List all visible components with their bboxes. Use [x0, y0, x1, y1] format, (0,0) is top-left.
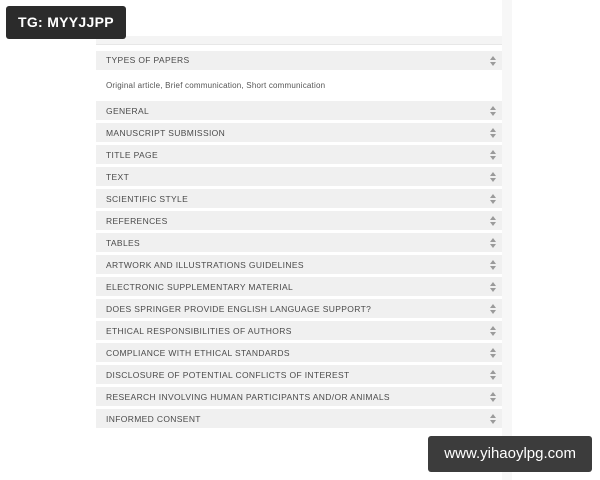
accordion-label: DOES SPRINGER PROVIDE ENGLISH LANGUAGE SUPPORT?	[106, 304, 372, 314]
accordion-header-ethical-responsibilities-of-authors[interactable]	[96, 321, 504, 341]
updown-arrows-icon[interactable]	[488, 369, 497, 381]
accordion-label: ELECTRONIC SUPPLEMENTARY MATERIAL	[106, 282, 294, 292]
accordion-label: ETHICAL RESPONSIBILITIES OF AUTHORS	[106, 326, 292, 336]
accordion-header-electronic-supplementary-material[interactable]	[96, 277, 504, 297]
accordion-label: RESEARCH INVOLVING HUMAN PARTICIPANTS AND/OR ANIMALS	[106, 392, 390, 402]
updown-arrows-icon[interactable]	[488, 325, 497, 337]
updown-arrows-icon[interactable]	[488, 105, 497, 117]
accordion-header-references[interactable]	[96, 211, 504, 231]
updown-arrows-icon[interactable]	[488, 193, 497, 205]
tag-badge: TG: MYYJJPP	[6, 6, 126, 39]
accordion-label: TABLES	[106, 238, 141, 248]
content-top-strip	[96, 36, 504, 45]
accordion-label: INFORMED CONSENT	[106, 414, 201, 424]
accordion-label: DISCLOSURE OF POTENTIAL CONFLICTS OF INTEREST	[106, 370, 350, 380]
updown-arrows-icon[interactable]	[488, 171, 497, 183]
accordion-header-scientific-style[interactable]	[96, 189, 504, 209]
updown-arrows-icon[interactable]	[488, 215, 497, 227]
updown-arrows-icon[interactable]	[488, 347, 497, 359]
updown-arrows-icon[interactable]	[488, 55, 497, 67]
document-content-column	[88, 0, 512, 480]
updown-arrows-icon[interactable]	[488, 259, 497, 271]
accordion-label: TYPES OF PAPERS	[106, 56, 190, 65]
accordion-header-artwork-and-illustrations-guidelines[interactable]	[96, 255, 504, 275]
accordion-header-tables[interactable]	[96, 233, 504, 253]
accordion-label: COMPLIANCE WITH ETHICAL STANDARDS	[106, 348, 290, 358]
updown-arrows-icon[interactable]	[488, 149, 497, 161]
accordion-header-research-involving-human-participants[interactable]	[96, 387, 504, 407]
accordion-header-manuscript-submission[interactable]	[96, 123, 504, 143]
updown-arrows-icon[interactable]	[488, 237, 497, 249]
accordion-header-types-of-papers[interactable]	[96, 51, 504, 71]
instructions-accordion	[96, 51, 504, 429]
accordion-label: TITLE PAGE	[106, 150, 158, 160]
accordion-panel-text: Original article, Brief communication, Short communication	[106, 81, 326, 90]
watermark-label: www.yihaoylpg.com	[428, 436, 592, 472]
accordion-header-title-page[interactable]	[96, 145, 504, 165]
accordion-header-informed-consent[interactable]	[96, 409, 504, 429]
accordion-header-text[interactable]	[96, 167, 504, 187]
accordion-header-disclosure-of-potential-conflicts-of-interest[interactable]	[96, 365, 504, 385]
accordion-header-english-language-support[interactable]	[96, 299, 504, 319]
page-scroll-gutter[interactable]	[502, 0, 512, 480]
accordion-header-compliance-with-ethical-standards[interactable]	[96, 343, 504, 363]
updown-arrows-icon[interactable]	[488, 303, 497, 315]
accordion-label: GENERAL	[106, 106, 150, 116]
accordion-label: ARTWORK AND ILLUSTRATIONS GUIDELINES	[106, 260, 304, 270]
updown-arrows-icon[interactable]	[488, 281, 497, 293]
accordion-label: SCIENTIFIC STYLE	[106, 194, 189, 204]
updown-arrows-icon[interactable]	[488, 413, 497, 425]
accordion-container	[88, 36, 512, 429]
accordion-label: REFERENCES	[106, 216, 168, 226]
accordion-label: MANUSCRIPT SUBMISSION	[106, 128, 226, 138]
accordion-label: TEXT	[106, 172, 130, 182]
accordion-panel-types-of-papers	[96, 73, 504, 101]
updown-arrows-icon[interactable]	[488, 391, 497, 403]
accordion-header-general[interactable]	[96, 101, 504, 121]
updown-arrows-icon[interactable]	[488, 127, 497, 139]
